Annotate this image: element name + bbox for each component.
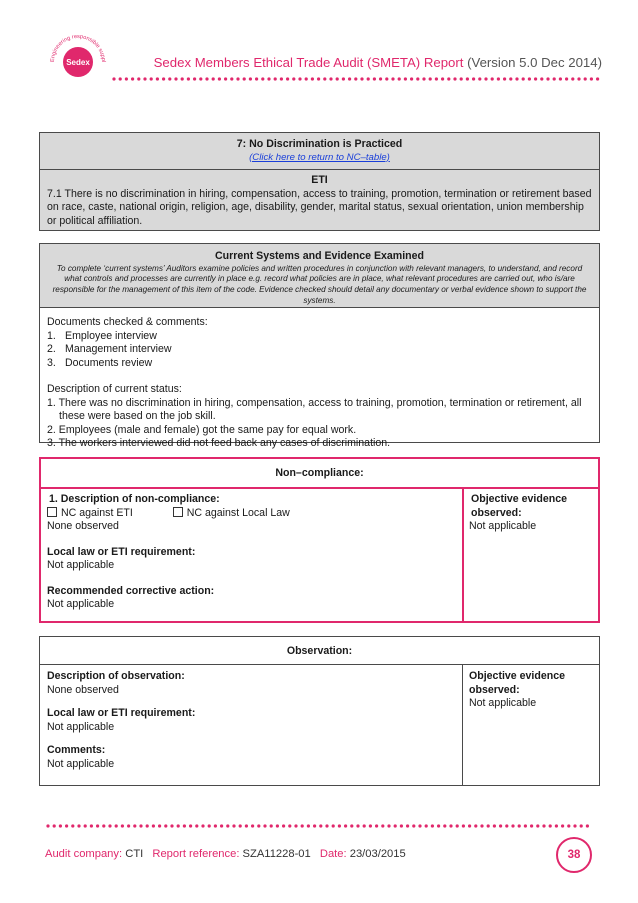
nc-eti-label: NC against ETI — [61, 506, 133, 519]
obs-law-label: Local law or ETI requirement: — [47, 707, 196, 719]
date-value: 23/03/2015 — [349, 848, 406, 860]
audit-company-value: CTI — [125, 848, 144, 860]
nc-eti-checkbox[interactable] — [47, 507, 57, 517]
current-systems-band — [40, 244, 599, 307]
footer-info — [45, 848, 412, 860]
list-item: 2. Management interview — [47, 343, 172, 355]
current-systems-body — [47, 316, 593, 451]
eti-band — [40, 170, 599, 230]
observation-heading: Observation: — [286, 645, 353, 657]
nc-description-value: None observed — [47, 520, 119, 532]
list-item: 3. Documents review — [47, 356, 153, 369]
obs-description-value: None observed — [47, 683, 119, 696]
report-reference-label: Report reference: — [152, 848, 240, 860]
non-compliance-left — [47, 493, 457, 612]
eti-heading: ETI — [311, 174, 328, 186]
header-dotted-rule — [112, 77, 604, 81]
non-compliance-right — [469, 493, 589, 534]
section-title-band — [40, 133, 599, 169]
page-number-badge — [556, 837, 592, 873]
logo-brand-text: Sedex — [66, 58, 90, 67]
status-item-3: 3. The workers interviewed did not feed back any cases of discrimination. — [47, 437, 391, 449]
current-systems-heading: Current Systems and Evidence Examined — [214, 250, 424, 262]
obs-evidence-value: Not applicable — [469, 697, 537, 709]
list-item: 1. Employee interview — [47, 329, 157, 342]
date-label: Date: — [319, 848, 347, 860]
divider — [41, 487, 598, 489]
observation-left — [47, 670, 457, 771]
obs-law-value: Not applicable — [47, 720, 115, 733]
nc-local-law-label: NC against Local Law — [186, 506, 290, 519]
eti-text: 7.1 There is no discrimination in hiring, compensation, access to training, promotion, termination or retirement based on race, caste, national origin, religion, age, disability, gender, marital status, sexual orientation, union membership or political affiliation. — [47, 187, 592, 227]
observation-right — [469, 670, 589, 711]
observation-box — [39, 636, 600, 786]
section-eti-box — [39, 132, 600, 231]
non-compliance-box — [39, 457, 600, 623]
report-reference-value: SZA11228-01 — [242, 848, 311, 860]
return-to-nc-table-link[interactable]: (Click here to return to NC–table) — [249, 151, 390, 163]
nc-local-law-checkbox[interactable] — [173, 507, 183, 517]
obs-description-label: Description of observation: — [47, 670, 185, 682]
section-title: 7: No Discrimination is Practiced — [236, 138, 403, 150]
status-item-2: 2. Employees (male and female) got the same pay for equal work. — [47, 423, 357, 436]
page-number: 38 — [567, 849, 581, 861]
nc-law-value: Not applicable — [47, 559, 115, 571]
column-divider — [462, 664, 463, 785]
sedex-logo — [42, 22, 114, 94]
obs-comments-value: Not applicable — [47, 757, 115, 770]
report-title — [154, 55, 602, 70]
status-label: Description of current status: — [47, 383, 182, 395]
nc-checkbox-row — [47, 507, 457, 521]
nc-evidence-value: Not applicable — [469, 520, 537, 532]
divider — [40, 307, 599, 308]
documents-label: Documents checked & comments: — [47, 316, 208, 328]
report-version: (Version 5.0 Dec 2014) — [467, 55, 602, 70]
report-title-text: Sedex Members Ethical Trade Audit (SMETA) Report — [153, 55, 464, 70]
documents-list — [47, 330, 593, 371]
logo-ring-text: Engineering responsible suppl — [49, 33, 107, 63]
divider — [40, 664, 599, 665]
status-item-1: 1. There was no discrimination in hiring, compensation, access to training, promotion, termination or retirement, all these were based on the job skill. — [47, 396, 582, 422]
non-compliance-heading: Non–compliance: — [275, 467, 364, 479]
obs-evidence-label: Objective evidence observed: — [469, 670, 565, 696]
footer-dotted-rule — [46, 824, 590, 828]
obs-comments-label: Comments: — [47, 744, 106, 756]
nc-description-label: 1. Description of non-compliance: — [49, 493, 220, 505]
nc-evidence-label: Objective evidence observed: — [471, 493, 567, 519]
nc-action-label: Recommended corrective action: — [47, 584, 215, 597]
audit-company-label: Audit company: — [45, 848, 123, 860]
nc-action-value: Not applicable — [47, 598, 115, 610]
nc-law-label: Local law or ETI requirement: — [47, 545, 196, 558]
current-systems-box — [39, 243, 600, 449]
column-divider — [462, 487, 464, 621]
current-systems-instruction: To complete ‘current systems’ Auditors examine policies and written procedures in conjunction with relevant managers, to understand, and record what controls and processes are currently in place e.g. record what policies are in place, what relevant procedures are carried out, who is/are responsible for the management of this item of the code. Evidence checked should detail any documentary or verbal evidence shown to support the systems. — [52, 263, 587, 305]
